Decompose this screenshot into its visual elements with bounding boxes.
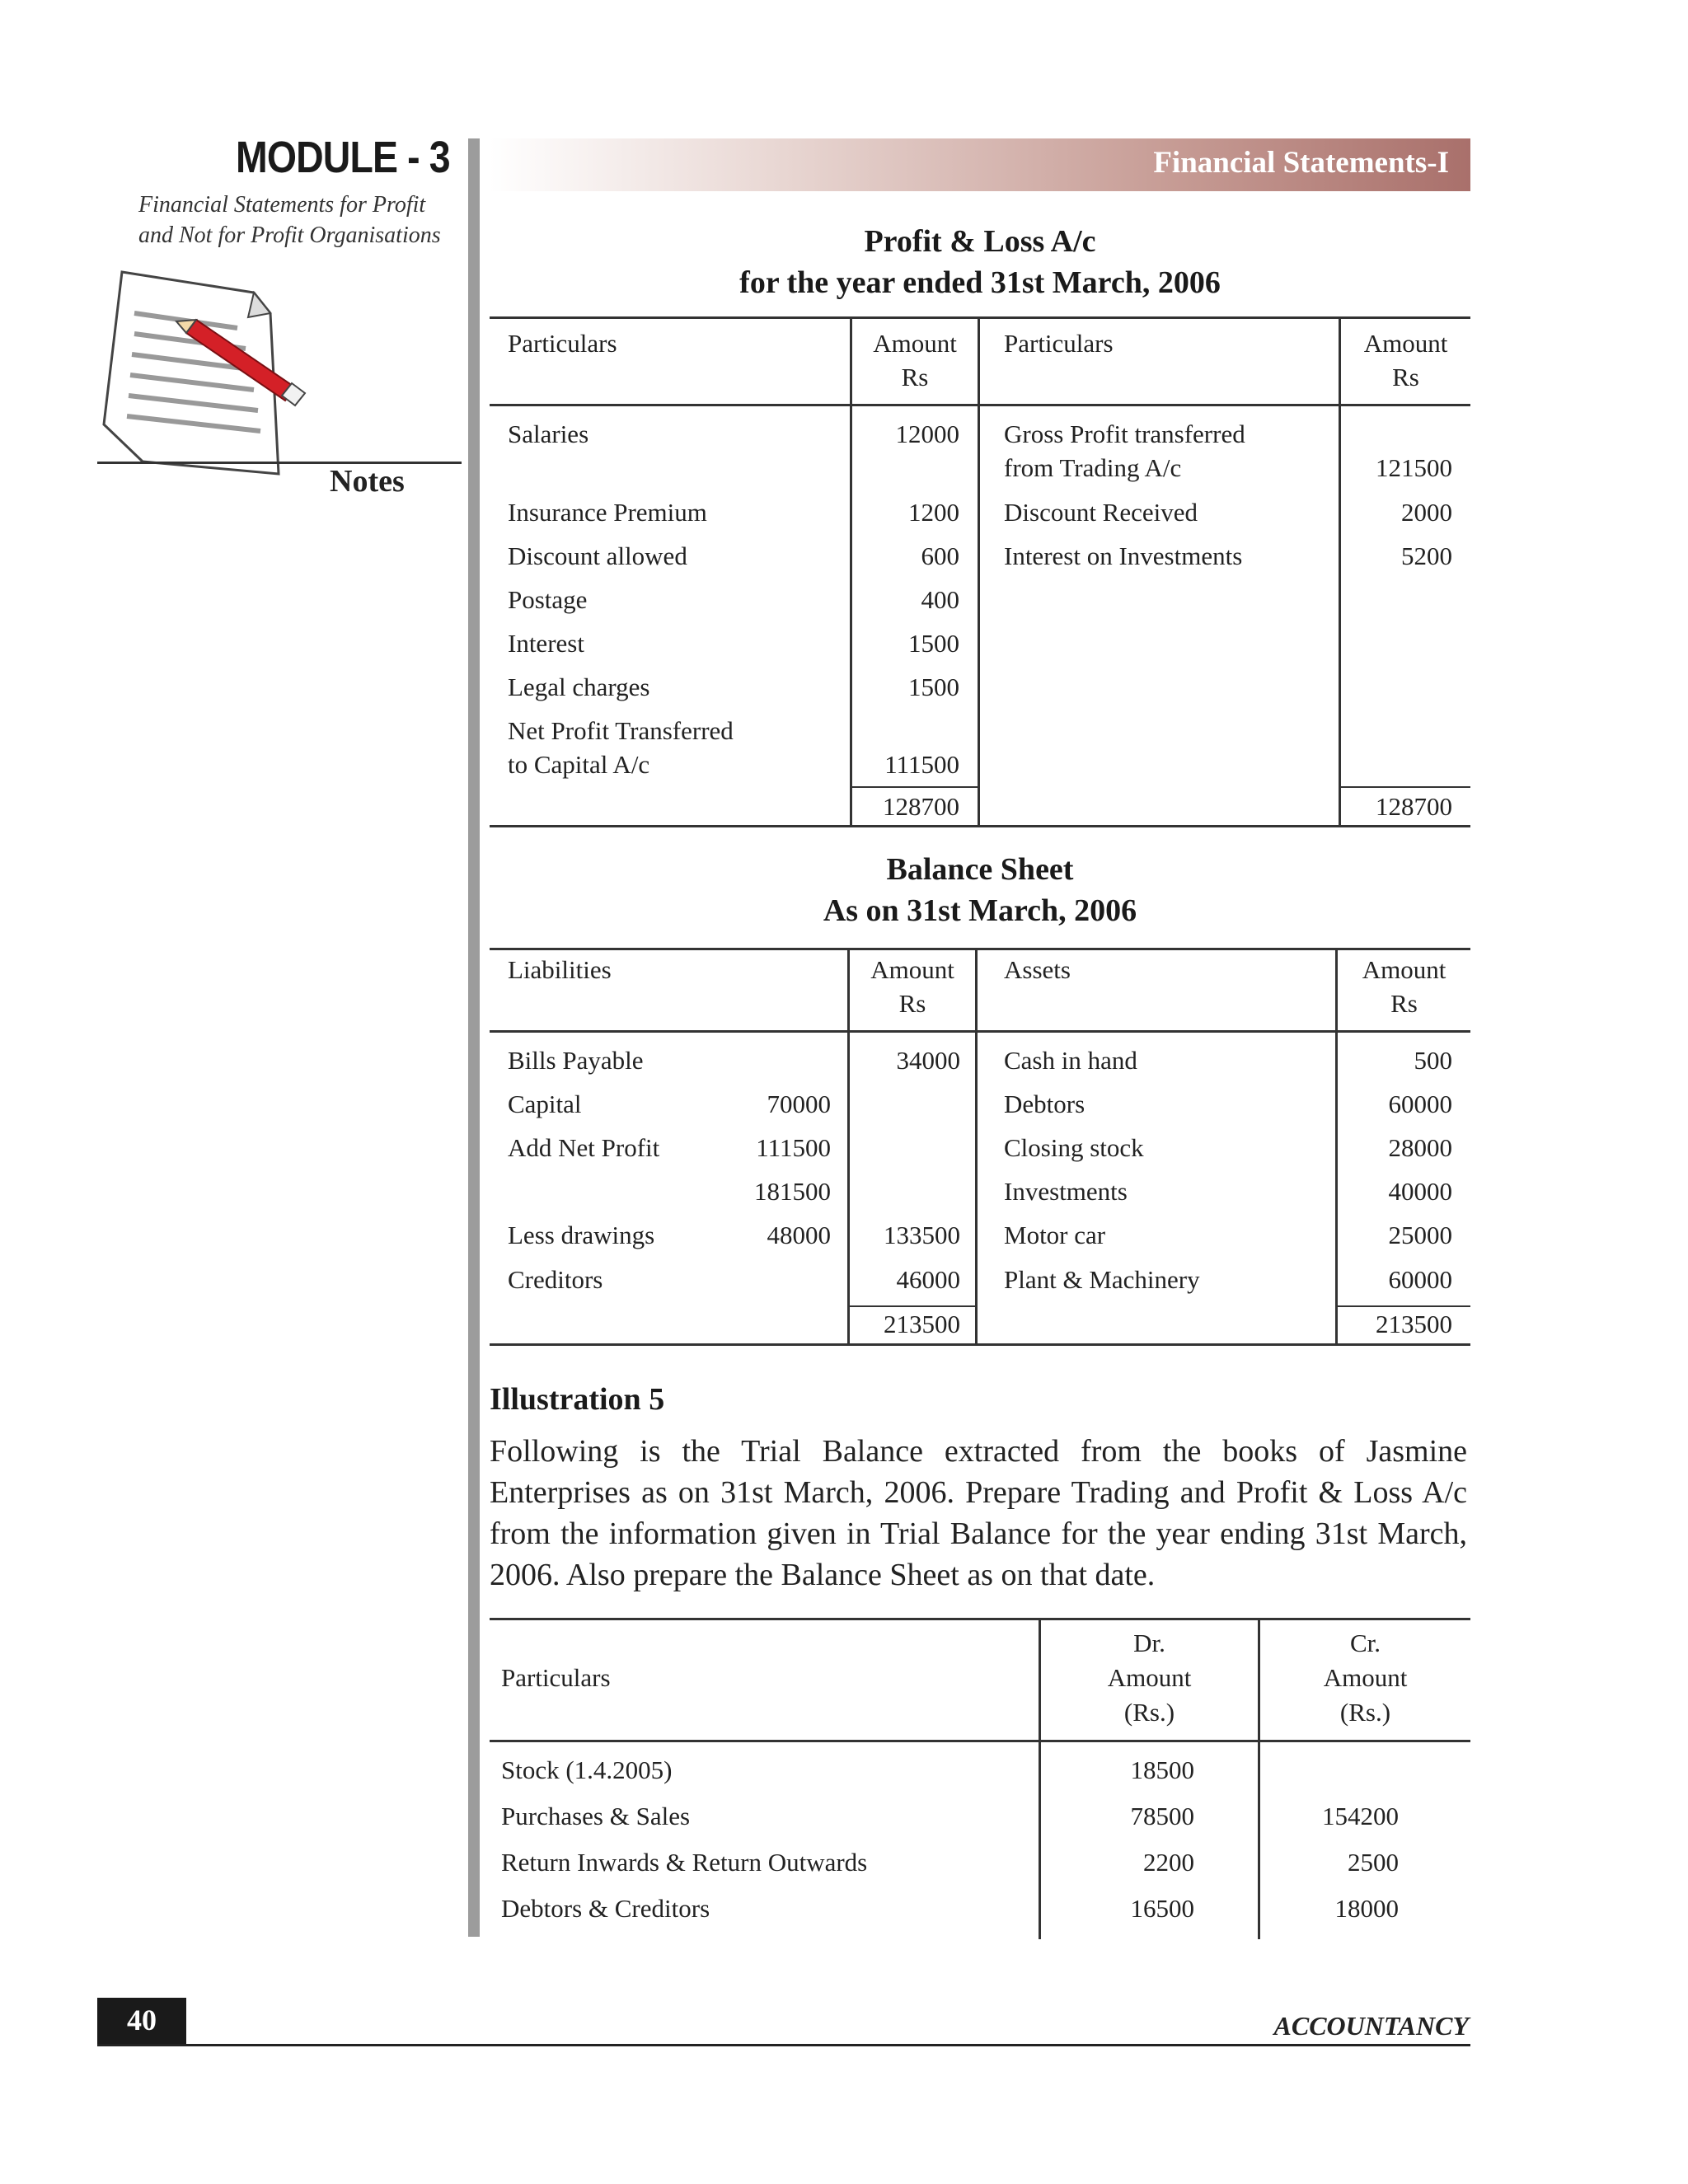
liability-sub-amount: 70000 [767,1090,831,1118]
footer-subject: ACCOUNTANCY [1273,2011,1469,2041]
col-header-amount: Amount [1323,1663,1408,1692]
col-header-rs: Rs [901,363,929,391]
col-header-assets: Assets [1004,955,1071,984]
tb-row-cr: 154200 [1322,1802,1399,1830]
pl-credit-label: Discount Received [1004,498,1198,527]
illustration-title: Illustration 5 [490,1382,665,1417]
pl-debit-label: Interest [508,629,584,658]
asset-label: Cash in hand [1004,1046,1137,1075]
asset-label: Debtors [1004,1090,1085,1118]
tb-row-label: Stock (1.4.2005) [501,1755,673,1784]
trial-balance-table [490,1618,1470,1939]
table-rule [490,316,1470,319]
asset-label: Closing stock [1004,1133,1144,1162]
pl-debit-label: to Capital A/c [508,750,650,779]
subtotal-rule [851,786,979,788]
pl-total-credit: 128700 [1376,792,1452,821]
asset-amount: 25000 [1388,1221,1452,1249]
notes-divider [97,462,462,464]
table-rule [490,1343,1470,1346]
pl-credit-amount: 5200 [1401,541,1452,570]
col-header-particulars: Particulars [1004,329,1114,358]
col-header-particulars: Particulars [501,1663,611,1692]
liability-sub-amount: 181500 [754,1177,831,1206]
module-subtitle-line: and Not for Profit Organisations [138,223,441,248]
tb-row-label: Purchases & Sales [501,1802,691,1830]
asset-amount: 60000 [1388,1265,1452,1294]
tb-row-dr: 2200 [1143,1848,1194,1877]
liabilities-total: 213500 [884,1310,960,1338]
pl-credit-amount: 2000 [1401,498,1452,527]
tb-row-dr: 16500 [1130,1894,1194,1923]
col-header-particulars: Particulars [508,329,617,358]
pl-debit-amount: 1500 [908,673,959,701]
liability-amount: 133500 [884,1221,960,1249]
module-subtitle [138,190,468,251]
col-header-amount: Amount [1362,955,1447,984]
col-header-amount: Amount [1363,329,1448,358]
liability-label: Less drawings [508,1221,655,1249]
asset-amount: 500 [1414,1046,1452,1075]
tb-row-dr: 18500 [1130,1755,1194,1784]
margin-bar [468,138,480,1937]
pl-debit-amount: 400 [921,585,959,614]
pl-credit-amount: 121500 [1376,453,1452,482]
col-header-amount: Amount [870,955,954,984]
col-header-amount: Amount [1107,1663,1192,1692]
pl-total-debit: 128700 [883,792,959,821]
pl-subtitle: for the year ended 31st March, 2006 [739,265,1221,300]
asset-label: Plant & Machinery [1004,1265,1200,1294]
table-rule [490,1740,1470,1742]
asset-amount: 40000 [1388,1177,1452,1206]
page-number: 40 [127,2004,157,2036]
pl-table [490,316,1470,827]
liability-amount: 46000 [896,1265,960,1294]
col-header-amount: Amount [873,329,957,358]
liability-label: Creditors [508,1265,603,1294]
liability-amount: 34000 [896,1046,960,1075]
bs-subtitle: As on 31st March, 2006 [823,893,1137,928]
pl-debit-amount: 1500 [908,629,959,658]
tb-row-label: Debtors & Creditors [501,1894,710,1923]
assets-total: 213500 [1376,1310,1452,1338]
liability-sub-amount: 111500 [756,1133,831,1162]
tb-row-cr: 2500 [1348,1848,1399,1877]
col-header-rs: Rs [898,989,926,1018]
page-number-box [97,1998,186,2044]
module-subtitle-line: Financial Statements for Profit [138,192,426,218]
pl-debit-amount: 12000 [895,419,959,448]
liability-sub-amount: 48000 [767,1221,831,1249]
asset-amount: 28000 [1388,1133,1452,1162]
chapter-header-band [490,138,1470,191]
col-header-rs: Rs [1390,989,1418,1018]
pl-debit-label: Postage [508,585,588,614]
pl-debit-amount: 111500 [884,750,959,779]
col-header-rs: (Rs.) [1339,1698,1391,1727]
module-title: MODULE - 3 [236,133,450,182]
col-header-rs: Rs [1392,363,1419,391]
pl-debit-label: Salaries [508,419,589,448]
col-header-rs: (Rs.) [1123,1698,1175,1727]
tb-row-cr: 18000 [1334,1894,1399,1923]
balance-sheet-table [490,948,1470,1346]
tb-row-dr: 78500 [1130,1802,1194,1830]
table-divider [978,316,980,827]
chapter-title: Financial Statements-I [1153,146,1449,180]
bs-title: Balance Sheet [886,852,1074,887]
table-divider [975,948,978,1346]
col-header-dr: Dr. [1133,1629,1165,1657]
subtotal-rule [1339,786,1470,788]
pl-debit-label: Discount allowed [508,541,687,570]
table-rule [490,1618,1470,1620]
notepad-pencil-icon [97,264,345,503]
illustration-text: Following is the Trial Balance extracted from the books of Jasmine Enterprises as on 31st March, 2006. Prepare Trading and Profit & Loss A/c from the information given in Trial Balance for the year ending 31st March, 2006. Also prepare the Balance Sheet as on that date. [490,1434,1467,1592]
footer-rule [97,2044,1470,2046]
col-header-cr: Cr. [1349,1629,1381,1657]
table-rule [490,948,1470,950]
pl-debit-label: Insurance Premium [508,498,707,527]
asset-label: Motor car [1004,1221,1106,1249]
tb-row-label: Return Inwards & Return Outwards [501,1848,868,1877]
pl-debit-amount: 1200 [908,498,959,527]
pl-credit-label: Interest on Investments [1004,541,1243,570]
notes-label: Notes [330,464,405,499]
liability-label: Add Net Profit [508,1133,660,1162]
col-header-liabilities: Liabilities [508,955,612,984]
asset-amount: 60000 [1388,1090,1452,1118]
liability-label: Capital [508,1090,582,1118]
table-rule [490,825,1470,827]
pl-debit-label: Legal charges [508,673,650,701]
pl-credit-label: Gross Profit transferred [1004,419,1245,448]
pl-debit-amount: 600 [921,541,959,570]
table-rule [490,404,1470,406]
pl-debit-label: Net Profit Transferred [508,716,734,745]
liability-label: Bills Payable [508,1046,644,1075]
table-rule [490,1030,1470,1033]
pl-credit-label: from Trading A/c [1004,453,1182,482]
asset-label: Investments [1004,1177,1128,1206]
pl-title: Profit & Loss A/c [864,224,1096,259]
